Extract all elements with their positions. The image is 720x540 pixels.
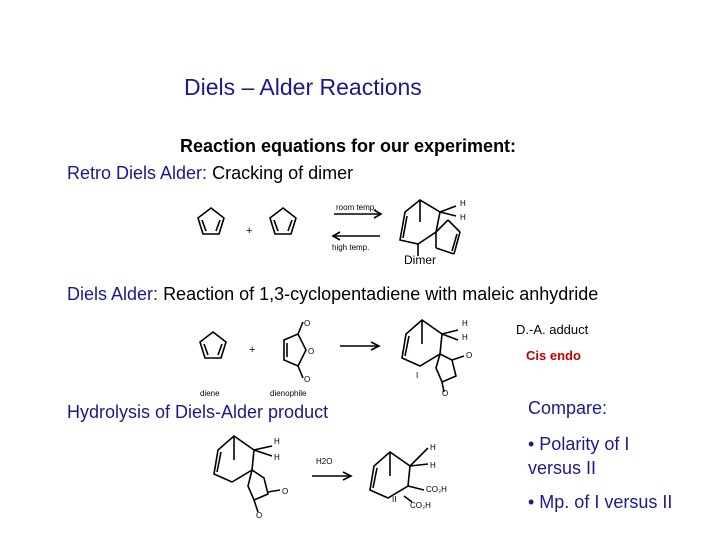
equilibrium-arrow [333,210,381,240]
arrow-bottom-label: high temp. [332,243,370,252]
svg-text:H: H [462,333,468,342]
cyclopentadiene-structure [198,208,224,234]
slide-subtitle: Reaction equations for our experiment: [180,136,517,156]
svg-text:H: H [460,199,466,208]
compare-heading: Compare: [528,398,608,418]
hydrolysis-label: Hydrolysis of Diels-Alder product [67,402,329,422]
diels-alder-text: Reaction of 1,3-cyclopentadiene with maleic anhydride [163,284,599,304]
svg-text:H: H [460,213,466,222]
compound-number-I: I [416,371,419,380]
svg-text:H: H [462,319,468,328]
retro-label: Retro Diels Alder: [67,163,208,183]
adduct-label: D.-A. adduct [516,322,589,337]
svg-text:O: O [282,487,289,496]
diene-structure [200,332,226,358]
svg-text:O: O [442,389,449,398]
compare-item-polarity: • Polarity of I versus II [528,434,630,478]
compare-item-mp: • Mp. of I versus II [528,492,673,512]
diacid-structure [370,448,428,502]
plus-sign: + [246,225,253,237]
retro-text: Cracking of dimer [212,163,354,183]
arrow-top-label: room temp. [336,203,377,212]
reaction-arrow [340,342,379,350]
adduct-structure-left [214,436,280,512]
svg-text:O: O [466,351,473,360]
svg-text:CO₂H: CO₂H [410,501,431,510]
reagent-label: H2O [316,457,333,466]
slide-title: Diels – Alder Reactions [184,74,422,100]
svg-text:O: O [304,319,311,328]
dienophile-structure [284,322,306,378]
svg-text:O: O [304,375,311,384]
svg-text:H: H [430,443,436,452]
cyclopentadiene-structure [270,208,296,234]
diene-label: diene [200,389,220,398]
reaction-arrow [312,472,351,480]
dimer-structure [400,200,460,256]
svg-text:O: O [256,511,263,520]
compound-number-II: II [392,495,397,504]
svg-text:H: H [274,453,280,462]
svg-text:CO₂H: CO₂H [426,485,447,494]
diels-alder-label: Diels Alder: [67,284,159,304]
stereo-label: Cis endo [526,348,581,363]
svg-text:O: O [308,347,315,356]
plus-sign: + [249,344,256,356]
adduct-structure [402,320,464,392]
dienophile-label: dienophile [270,389,307,398]
svg-text:H: H [274,437,280,446]
dimer-label: Dimer [404,253,436,267]
svg-text:H: H [430,461,436,470]
